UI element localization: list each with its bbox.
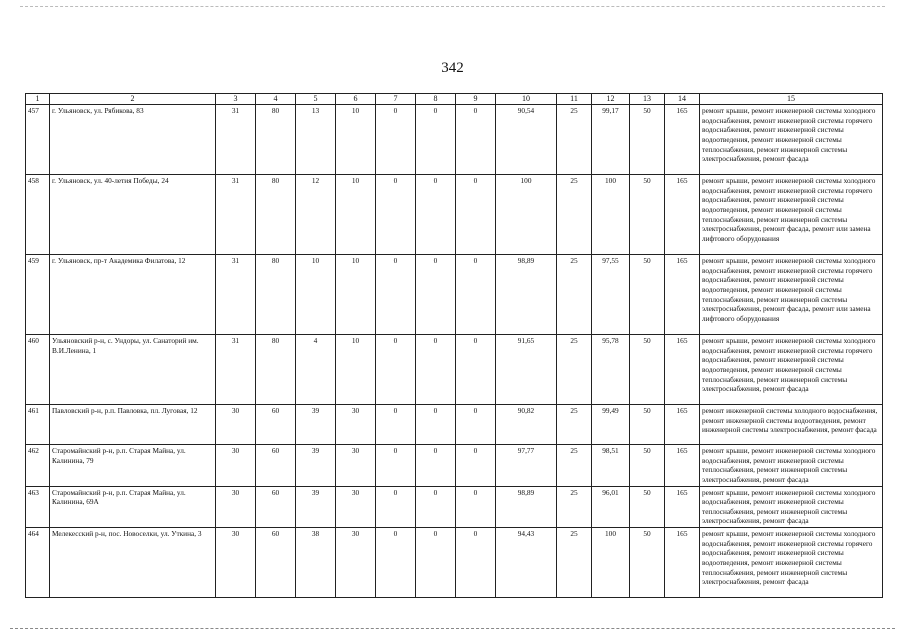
cell-col-12: 97,55 (592, 255, 630, 335)
cell-col-14: 165 (665, 445, 700, 487)
cell-works-list: ремонт крыши, ремонт инженерной системы холодного водоснабжения, ремонт инженерной системы теплоснабжения, ремонт инженерной системы электроснабжения, ремонт фасада (700, 445, 883, 487)
table-row (26, 255, 883, 335)
cell-col-13: 50 (630, 335, 665, 405)
cell-col-8: 0 (416, 255, 456, 335)
header-cell: 9 (456, 94, 496, 105)
cell-col-5: 39 (296, 445, 336, 487)
table-row (26, 486, 883, 528)
cell-col-13: 50 (630, 445, 665, 487)
cell-col-8: 0 (416, 445, 456, 487)
header-cell: 6 (336, 94, 376, 105)
cell-col-9: 0 (456, 405, 496, 445)
cell-col-3: 30 (216, 445, 256, 487)
cell-row-number: 460 (26, 335, 50, 405)
cell-col-11: 25 (557, 445, 592, 487)
cell-col-5: 38 (296, 528, 336, 598)
cell-col-6: 30 (336, 405, 376, 445)
header-cell: 2 (50, 94, 216, 105)
header-cell: 7 (376, 94, 416, 105)
cell-col-9: 0 (456, 445, 496, 487)
cell-col-4: 60 (256, 486, 296, 528)
cell-col-3: 31 (216, 255, 256, 335)
cell-works-list: ремонт крыши, ремонт инженерной системы холодного водоснабжения, ремонт инженерной системы горячего водоснабжения, ремонт инженерной системы водоотведения, ремонт инженерной системы теплоснабжения, ремонт инженерной системы электроснабжения, ремонт фасада, ремонт или замена лифтового оборудования (700, 175, 883, 255)
cell-col-14: 165 (665, 175, 700, 255)
header-cell: 1 (26, 94, 50, 105)
cell-col-13: 50 (630, 105, 665, 175)
cell-row-number: 459 (26, 255, 50, 335)
cell-col-7: 0 (376, 486, 416, 528)
header-cell: 11 (557, 94, 592, 105)
cell-col-3: 31 (216, 335, 256, 405)
cell-col-8: 0 (416, 335, 456, 405)
cell-col-6: 30 (336, 486, 376, 528)
cell-col-13: 50 (630, 405, 665, 445)
cell-col-11: 25 (557, 335, 592, 405)
cell-col-5: 10 (296, 255, 336, 335)
cell-col-7: 0 (376, 528, 416, 598)
cell-col-12: 99,17 (592, 105, 630, 175)
header-cell: 14 (665, 94, 700, 105)
cell-col-11: 25 (557, 105, 592, 175)
cell-col-9: 0 (456, 528, 496, 598)
cell-works-list: ремонт крыши, ремонт инженерной системы холодного водоснабжения, ремонт инженерной системы горячего водоснабжения, ремонт инженерной системы водоотведения, ремонт инженерной системы теплоснабжения, ремонт инженерной системы электроснабжения, ремонт фасада (700, 335, 883, 405)
cell-col-4: 80 (256, 175, 296, 255)
cell-address: Мелекесский р-н, пос. Новоселки, ул. Уткина, 3 (50, 528, 216, 598)
cell-col-11: 25 (557, 405, 592, 445)
header-cell: 15 (700, 94, 883, 105)
cell-col-12: 98,51 (592, 445, 630, 487)
cell-col-3: 30 (216, 528, 256, 598)
cell-col-14: 165 (665, 528, 700, 598)
cell-col-11: 25 (557, 486, 592, 528)
cell-row-number: 464 (26, 528, 50, 598)
cell-col-7: 0 (376, 445, 416, 487)
cell-row-number: 461 (26, 405, 50, 445)
cell-col-10: 90,82 (496, 405, 557, 445)
cell-col-13: 50 (630, 528, 665, 598)
cell-col-6: 30 (336, 445, 376, 487)
cell-col-4: 80 (256, 335, 296, 405)
header-cell: 10 (496, 94, 557, 105)
cell-col-4: 80 (256, 255, 296, 335)
cell-col-7: 0 (376, 255, 416, 335)
cell-col-4: 60 (256, 445, 296, 487)
cell-col-11: 25 (557, 255, 592, 335)
cell-col-14: 165 (665, 486, 700, 528)
cell-col-6: 10 (336, 335, 376, 405)
header-cell: 3 (216, 94, 256, 105)
cell-col-8: 0 (416, 105, 456, 175)
cell-row-number: 463 (26, 486, 50, 528)
cell-col-7: 0 (376, 105, 416, 175)
scan-edge-bottom (10, 628, 895, 629)
register-table (25, 93, 883, 598)
cell-col-3: 30 (216, 405, 256, 445)
cell-col-12: 99,49 (592, 405, 630, 445)
cell-col-6: 10 (336, 175, 376, 255)
cell-col-6: 10 (336, 255, 376, 335)
cell-address: г. Ульяновск, ул. Рябикова, 83 (50, 105, 216, 175)
cell-col-6: 30 (336, 528, 376, 598)
cell-col-12: 95,78 (592, 335, 630, 405)
cell-col-14: 165 (665, 335, 700, 405)
cell-col-5: 39 (296, 486, 336, 528)
cell-row-number: 457 (26, 105, 50, 175)
cell-col-14: 165 (665, 255, 700, 335)
header-cell: 5 (296, 94, 336, 105)
cell-col-12: 96,01 (592, 486, 630, 528)
cell-col-6: 10 (336, 105, 376, 175)
cell-col-13: 50 (630, 486, 665, 528)
cell-col-3: 31 (216, 105, 256, 175)
cell-address: г. Ульяновск, ул. 40-летия Победы, 24 (50, 175, 216, 255)
table-row (26, 335, 883, 405)
cell-col-12: 100 (592, 175, 630, 255)
cell-col-8: 0 (416, 486, 456, 528)
table-row (26, 175, 883, 255)
cell-col-5: 4 (296, 335, 336, 405)
table-row (26, 405, 883, 445)
cell-col-10: 100 (496, 175, 557, 255)
cell-col-9: 0 (456, 175, 496, 255)
cell-col-9: 0 (456, 105, 496, 175)
cell-col-10: 90,54 (496, 105, 557, 175)
cell-col-4: 60 (256, 528, 296, 598)
cell-col-4: 80 (256, 105, 296, 175)
cell-row-number: 458 (26, 175, 50, 255)
table-header-row (26, 94, 883, 105)
header-cell: 4 (256, 94, 296, 105)
cell-works-list: ремонт крыши, ремонт инженерной системы холодного водоснабжения, ремонт инженерной системы горячего водоснабжения, ремонт инженерной системы водоотведения, ремонт инженерной системы теплоснабжения, ремонт инженерной системы электроснабжения, ремонт фасада, ремонт или замена лифтового оборудования (700, 255, 883, 335)
cell-col-7: 0 (376, 175, 416, 255)
cell-col-13: 50 (630, 175, 665, 255)
cell-col-5: 13 (296, 105, 336, 175)
cell-col-8: 0 (416, 175, 456, 255)
cell-col-9: 0 (456, 255, 496, 335)
cell-col-14: 165 (665, 105, 700, 175)
cell-address: Павловский р-н, р.п. Павловка, пл. Луговая, 12 (50, 405, 216, 445)
page-number: 342 (441, 60, 464, 76)
cell-col-8: 0 (416, 528, 456, 598)
table-row (26, 105, 883, 175)
header-cell: 12 (592, 94, 630, 105)
cell-row-number: 462 (26, 445, 50, 487)
scan-edge-top (20, 6, 885, 7)
table-row (26, 445, 883, 487)
cell-works-list: ремонт инженерной системы холодного водоснабжения, ремонт инженерной системы водоотведения, ремонт инженерной системы электроснабжения, ремонт фасада (700, 405, 883, 445)
cell-works-list: ремонт крыши, ремонт инженерной системы холодного водоснабжения, ремонт инженерной системы горячего водоснабжения, ремонт инженерной системы водоотведения, ремонт инженерной системы теплоснабжения, ремонт инженерной системы электроснабжения, ремонт фасада (700, 528, 883, 598)
cell-works-list: ремонт крыши, ремонт инженерной системы холодного водоснабжения, ремонт инженерной системы теплоснабжения, ремонт инженерной системы электроснабжения, ремонт фасада (700, 486, 883, 528)
cell-col-4: 60 (256, 405, 296, 445)
cell-col-5: 39 (296, 405, 336, 445)
cell-col-10: 91,65 (496, 335, 557, 405)
cell-col-14: 165 (665, 405, 700, 445)
cell-works-list: ремонт крыши, ремонт инженерной системы холодного водоснабжения, ремонт инженерной системы горячего водоснабжения, ремонт инженерной системы водоотведения, ремонт инженерной системы теплоснабжения, ремонт инженерной системы электроснабжения, ремонт фасада (700, 105, 883, 175)
table-row (26, 528, 883, 598)
cell-col-3: 30 (216, 486, 256, 528)
header-cell: 8 (416, 94, 456, 105)
cell-col-9: 0 (456, 486, 496, 528)
cell-address: Старомайнский р-н, р.п. Старая Майна, ул. Калинина, 79 (50, 445, 216, 487)
cell-address: Ульяновский р-н, с. Ундоры, ул. Санаторий им. В.И.Ленина, 1 (50, 335, 216, 405)
cell-address: г. Ульяновск, пр-т Академика Филатова, 12 (50, 255, 216, 335)
cell-col-9: 0 (456, 335, 496, 405)
cell-col-10: 98,89 (496, 486, 557, 528)
cell-col-11: 25 (557, 528, 592, 598)
cell-col-5: 12 (296, 175, 336, 255)
cell-col-8: 0 (416, 405, 456, 445)
cell-col-10: 94,43 (496, 528, 557, 598)
cell-col-12: 100 (592, 528, 630, 598)
cell-col-7: 0 (376, 335, 416, 405)
cell-address: Старомайнский р-н, р.п. Старая Майна, ул. Калинина, 69А (50, 486, 216, 528)
header-cell: 13 (630, 94, 665, 105)
cell-col-10: 97,77 (496, 445, 557, 487)
cell-col-3: 31 (216, 175, 256, 255)
cell-col-11: 25 (557, 175, 592, 255)
cell-col-13: 50 (630, 255, 665, 335)
cell-col-7: 0 (376, 405, 416, 445)
cell-col-10: 98,89 (496, 255, 557, 335)
